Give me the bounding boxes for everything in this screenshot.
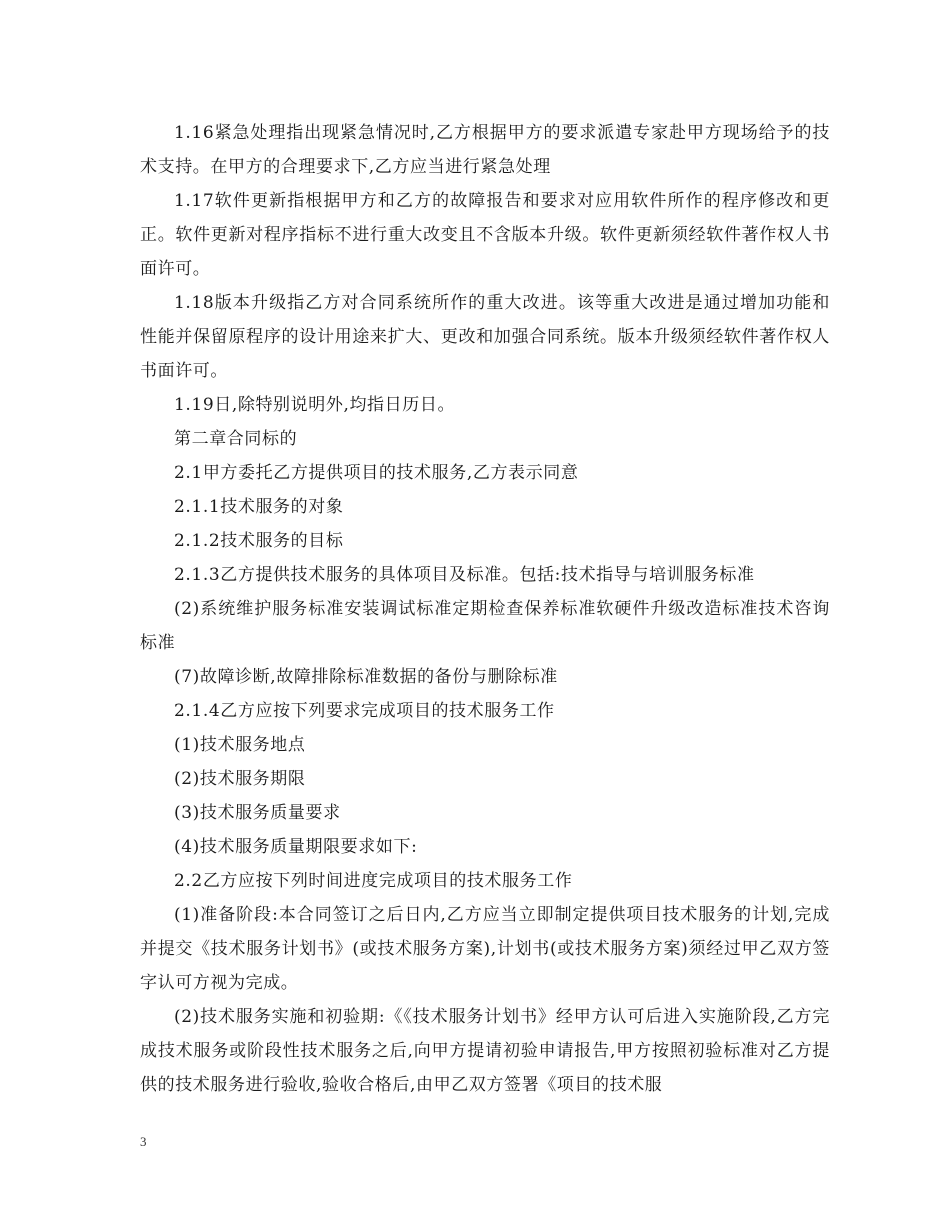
list-item-service-location: (1)技术服务地点 [174, 735, 306, 755]
paragraph-2-2: 2.2乙方应按下列时间进度完成项目的技术服务工作 [174, 871, 573, 891]
list-item-2: (2)系统维护服务标准安装调试标准定期检查保养标准软硬件升级改造标准技术咨询标准 [140, 599, 830, 653]
paragraph-2-1-3: 2.1.3乙方提供技术服务的具体项目及标准。包括:技术指导与培训服务标准 [174, 565, 755, 585]
paragraph-1-16: 1.16紧急处理指出现紧急情况时,乙方根据甲方的要求派遣专家赴甲方现场给予的技术支持。在甲方的合理要求下,乙方应当进行紧急处理 [140, 123, 830, 177]
list-item-quality-requirement: (3)技术服务质量要求 [174, 803, 341, 823]
list-item-7: (7)故障诊断,故障排除标准数据的备份与删除标准 [174, 667, 558, 687]
document-body [140, 116, 830, 1102]
paragraph-preparation-stage: (1)准备阶段:本合同签订之后日内,乙方应当立即制定提供项目技术服务的计划,完成并提交《技术服务计划书》(或技术服务方案),计划书(或技术服务方案)须经过甲乙双方签字认可方视为完成。 [140, 905, 830, 993]
list-item-quality-period: (4)技术服务质量期限要求如下: [174, 837, 418, 857]
paragraph-2-1: 2.1甲方委托乙方提供项目的技术服务,乙方表示同意 [174, 463, 579, 483]
paragraph-1-19: 1.19日,除特别说明外,均指日历日。 [174, 395, 456, 415]
list-item-service-period: (2)技术服务期限 [174, 769, 306, 789]
paragraph-implementation-stage: (2)技术服务实施和初验期:《《技术服务计划书》经甲方认可后进入实施阶段,乙方完成技术服务或阶段性技术服务之后,向甲方提请初验申请报告,甲方按照初验标准对乙方提供的技术服务进行验收,验收合格后,由甲乙双方签署《项目的技术服 [140, 1007, 830, 1095]
paragraph-1-18: 1.18版本升级指乙方对合同系统所作的重大改进。该等重大改进是通过增加功能和性能并保留原程序的设计用途来扩大、更改和加强合同系统。版本升级须经软件著作权人书面许可。 [140, 293, 830, 381]
chapter-heading: 第二章合同标的 [174, 429, 298, 449]
paragraph-2-1-2: 2.1.2技术服务的目标 [174, 531, 344, 551]
paragraph-2-1-1: 2.1.1技术服务的对象 [174, 497, 344, 517]
paragraph-1-17: 1.17软件更新指根据甲方和乙方的故障报告和要求对应用软件所作的程序修改和更正。软件更新对程序指标不进行重大改变且不含版本升级。软件更新须经软件著作权人书面许可。 [140, 191, 830, 279]
page-number: 3 [140, 1134, 147, 1149]
paragraph-2-1-4: 2.1.4乙方应按下列要求完成项目的技术服务工作 [174, 701, 555, 721]
